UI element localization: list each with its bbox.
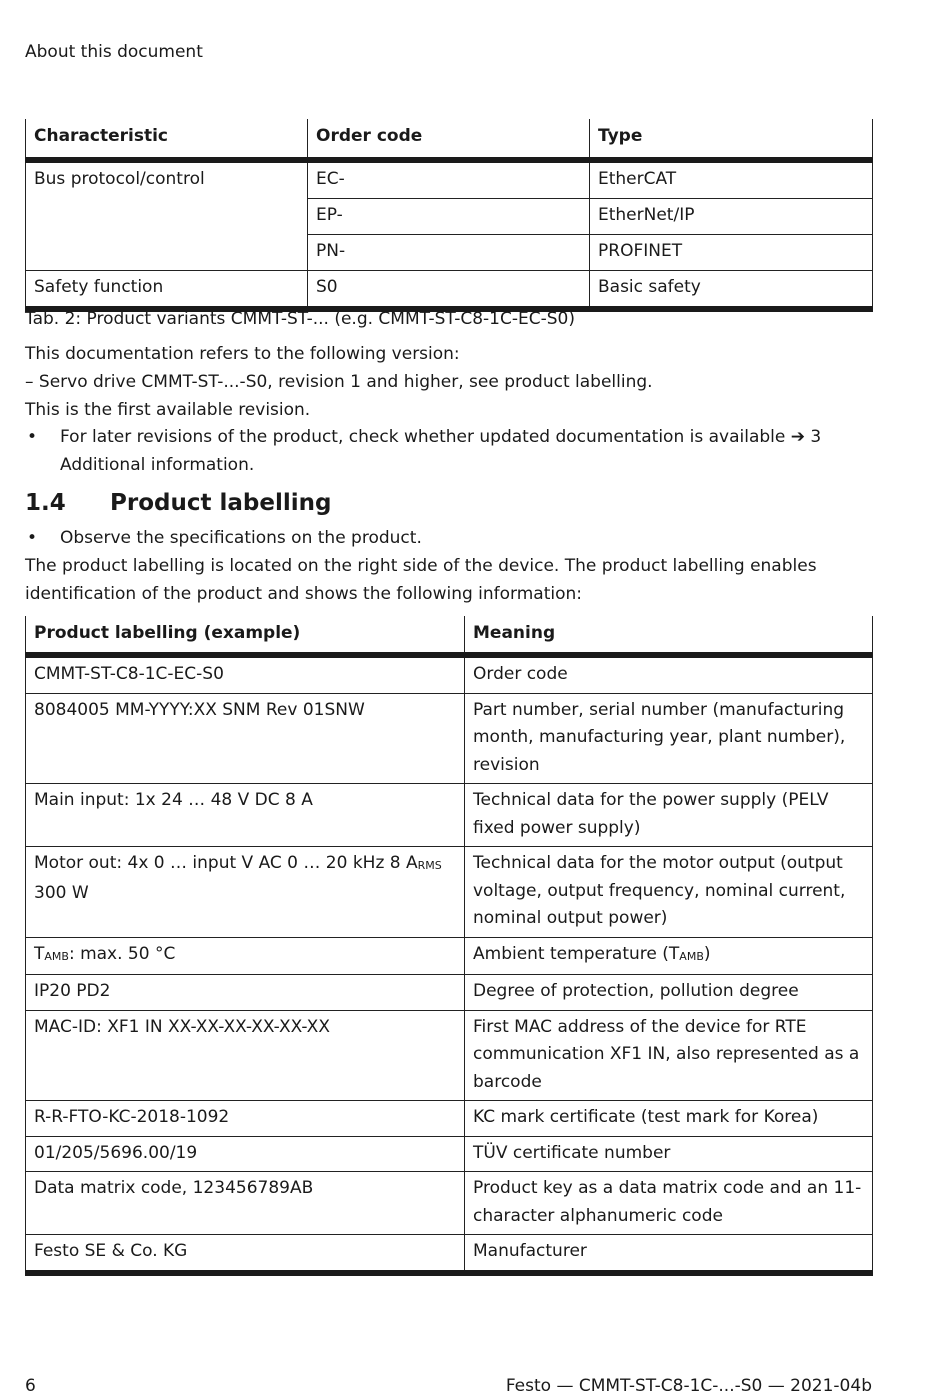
table-row bbox=[26, 975, 873, 1011]
running-header: About this document bbox=[25, 42, 203, 62]
table-cell: Bus protocol/control bbox=[26, 160, 308, 271]
page-number: 6 bbox=[25, 1376, 36, 1396]
bullet-marker: • bbox=[27, 528, 38, 548]
table-cell: S0 bbox=[308, 271, 590, 310]
observe-bullet: Observe the specifications on the product. bbox=[60, 528, 422, 548]
table-cell: EP- bbox=[308, 199, 590, 235]
table-cell: EtherCAT bbox=[590, 160, 873, 199]
table-cell: 8084005 MM-YYYY:XX SNM Rev 01SNW bbox=[26, 693, 465, 784]
table-row bbox=[26, 937, 873, 975]
table-cell: Degree of protection, pollution degree bbox=[465, 975, 873, 1011]
cell-text: : max. 50 °C bbox=[68, 943, 176, 964]
column-header: Characteristic bbox=[26, 119, 308, 160]
table-row bbox=[26, 1101, 873, 1137]
table-cell: Festo SE & Co. KG bbox=[26, 1235, 465, 1273]
table-cell: Data matrix code, 123456789AB bbox=[26, 1172, 465, 1235]
table-cell: Part number, serial number (manufacturing month, manufacturing year, plant number), revision bbox=[465, 693, 873, 784]
table-cell bbox=[465, 937, 873, 975]
table-cell: Main input: 1x 24 … 48 V DC 8 A bbox=[26, 784, 465, 847]
section-title: Product labelling bbox=[110, 490, 332, 516]
table-caption: Tab. 2: Product variants CMMT-ST-... (e.g. CMMT-ST-C8-1C-EC-S0) bbox=[25, 309, 575, 329]
table-cell: Safety function bbox=[26, 271, 308, 310]
table-row bbox=[26, 784, 873, 847]
table-row bbox=[26, 655, 873, 693]
table-cell bbox=[26, 847, 465, 938]
table-row bbox=[26, 693, 873, 784]
table-cell: KC mark certificate (test mark for Korea) bbox=[465, 1101, 873, 1137]
table-cell bbox=[26, 937, 465, 975]
table-header-row bbox=[26, 616, 873, 655]
document-reference: Festo — CMMT-ST-C8-1C-...-S0 — 2021-04b bbox=[505, 1376, 872, 1396]
section-number: 1.4 bbox=[25, 490, 66, 516]
column-header: Meaning bbox=[465, 616, 873, 655]
cell-text: Ambient temperature (T bbox=[473, 943, 680, 964]
table-cell: EtherNet/IP bbox=[590, 199, 873, 235]
table-header-row bbox=[26, 119, 873, 160]
column-header: Order code bbox=[308, 119, 590, 160]
table-cell: CMMT-ST-C8-1C-EC-S0 bbox=[26, 655, 465, 693]
table-cell: Basic safety bbox=[590, 271, 873, 310]
bullet-marker: • bbox=[27, 427, 38, 447]
cell-text: T bbox=[34, 943, 45, 964]
cell-text: 300 W bbox=[34, 882, 89, 903]
table-cell: EC- bbox=[308, 160, 590, 199]
column-header: Product labelling (example) bbox=[26, 616, 465, 655]
table-row bbox=[26, 1136, 873, 1172]
intro-text: This is the first available revision. bbox=[25, 400, 311, 420]
table-cell: Technical data for the power supply (PELV fixed power supply) bbox=[465, 784, 873, 847]
table-row bbox=[26, 1235, 873, 1273]
version-dash-item: – Servo drive CMMT-ST-...-S0, revision 1 and higher, see product labelling. bbox=[25, 372, 653, 392]
table-cell: PN- bbox=[308, 235, 590, 271]
column-header: Type bbox=[590, 119, 873, 160]
table-row bbox=[26, 1010, 873, 1101]
revision-bullet: For later revisions of the product, check whether updated documentation is available ➔ 3 Additional information. bbox=[60, 427, 822, 475]
table-row bbox=[26, 271, 873, 310]
table-row bbox=[26, 160, 873, 199]
table-cell: First MAC address of the device for RTE communication XF1 IN, also represented as a barcode bbox=[465, 1010, 873, 1101]
subscript: AMB bbox=[679, 949, 704, 963]
table-cell: IP20 PD2 bbox=[26, 975, 465, 1011]
product-labelling-table bbox=[25, 616, 873, 1276]
table-cell: R-R-FTO-KC-2018-1092 bbox=[26, 1101, 465, 1137]
table-cell: Manufacturer bbox=[465, 1235, 873, 1273]
table-cell: TÜV certificate number bbox=[465, 1136, 873, 1172]
table-row bbox=[26, 847, 873, 938]
subscript: RMS bbox=[417, 859, 442, 872]
table-cell: 01/205/5696.00/19 bbox=[26, 1136, 465, 1172]
table-cell: Order code bbox=[465, 655, 873, 693]
table-cell: Technical data for the motor output (output voltage, output frequency, nominal current, nominal output power) bbox=[465, 847, 873, 938]
labelling-paragraph: The product labelling is located on the right side of the device. The product labelling enables identification of the product and shows the following information: bbox=[25, 556, 817, 604]
intro-text: This documentation refers to the following version: bbox=[25, 344, 460, 364]
product-variants-table bbox=[25, 119, 873, 312]
table-cell: Product key as a data matrix code and an 11-character alphanumeric code bbox=[465, 1172, 873, 1235]
cell-text: ) bbox=[703, 943, 711, 964]
cell-text: Motor out: 4x 0 … input V AC 0 … 20 kHz 8 A bbox=[34, 853, 418, 873]
table-cell: PROFINET bbox=[590, 235, 873, 271]
subscript: AMB bbox=[44, 949, 69, 963]
table-row bbox=[26, 1172, 873, 1235]
table-cell: MAC-ID: XF1 IN XX-XX-XX-XX-XX-XX bbox=[26, 1010, 465, 1101]
